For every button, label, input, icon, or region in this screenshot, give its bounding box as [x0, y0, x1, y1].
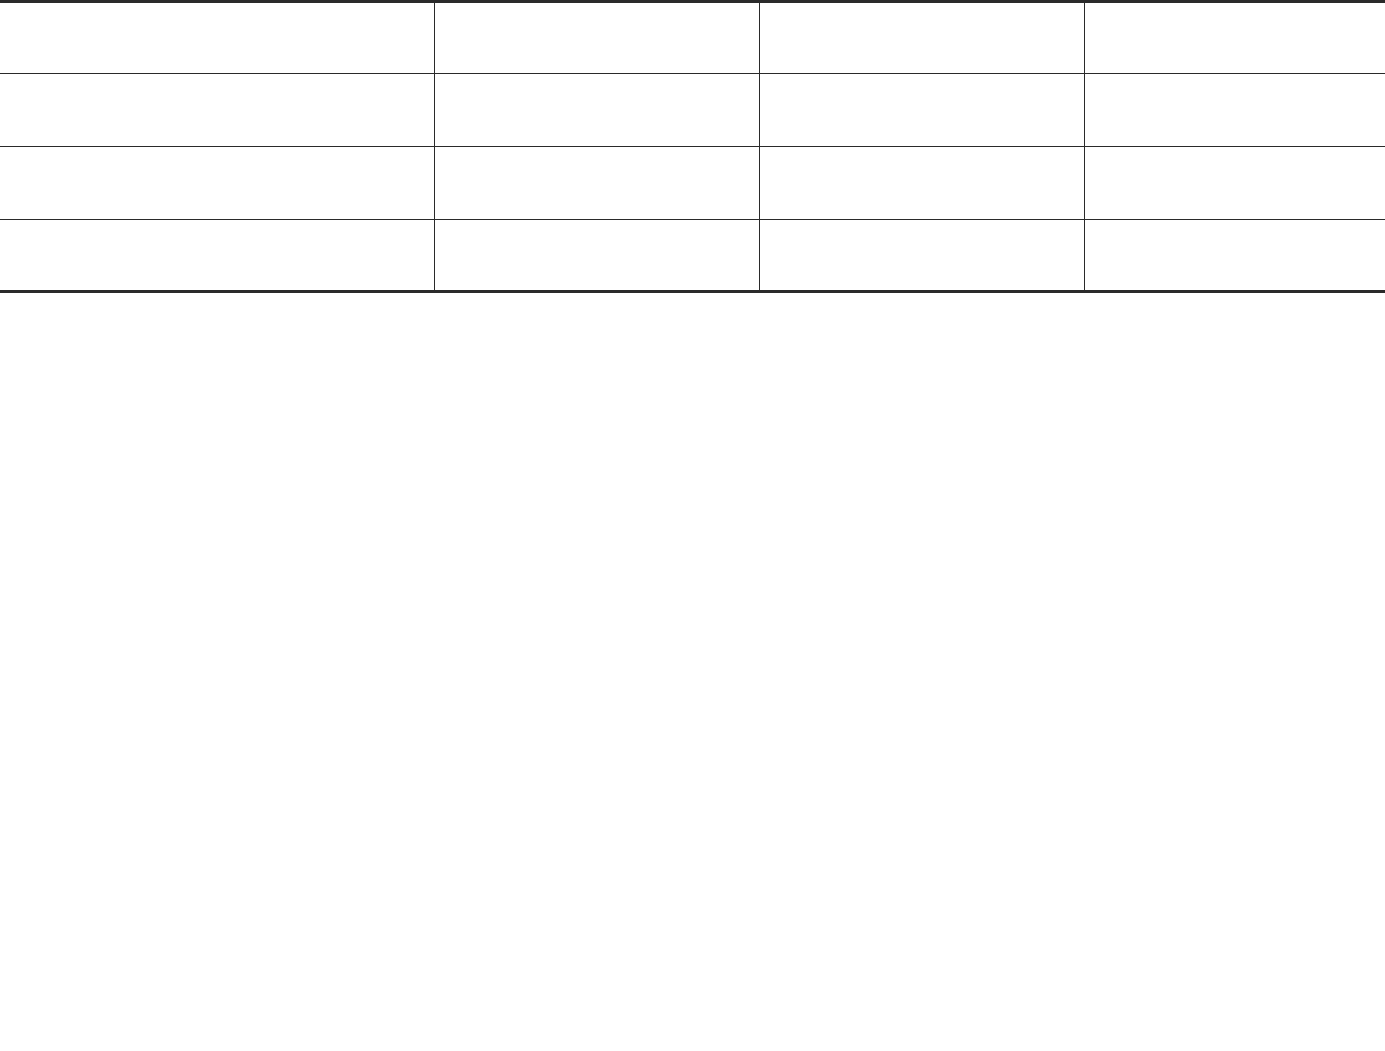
f-stat-label — [0, 74, 434, 147]
header-col-2 — [759, 2, 1084, 74]
r2-row — [0, 147, 1385, 220]
header-col-3 — [1084, 2, 1385, 74]
r2-label — [0, 147, 434, 220]
header-row — [0, 2, 1385, 74]
r2-value — [434, 147, 759, 220]
f-stat-cell — [759, 74, 1084, 147]
observations-value — [434, 220, 759, 292]
regression-table — [0, 0, 1385, 293]
header-col-1 — [434, 2, 759, 74]
f-stat-cell — [434, 74, 759, 147]
f-stat-row — [0, 74, 1385, 147]
r2-value — [1084, 147, 1385, 220]
header-variable — [0, 2, 434, 74]
observations-row — [0, 220, 1385, 292]
observations-value — [759, 220, 1084, 292]
observations-value — [1084, 220, 1385, 292]
f-stat-cell — [1084, 74, 1385, 147]
r2-value — [759, 147, 1084, 220]
observations-label — [0, 220, 434, 292]
